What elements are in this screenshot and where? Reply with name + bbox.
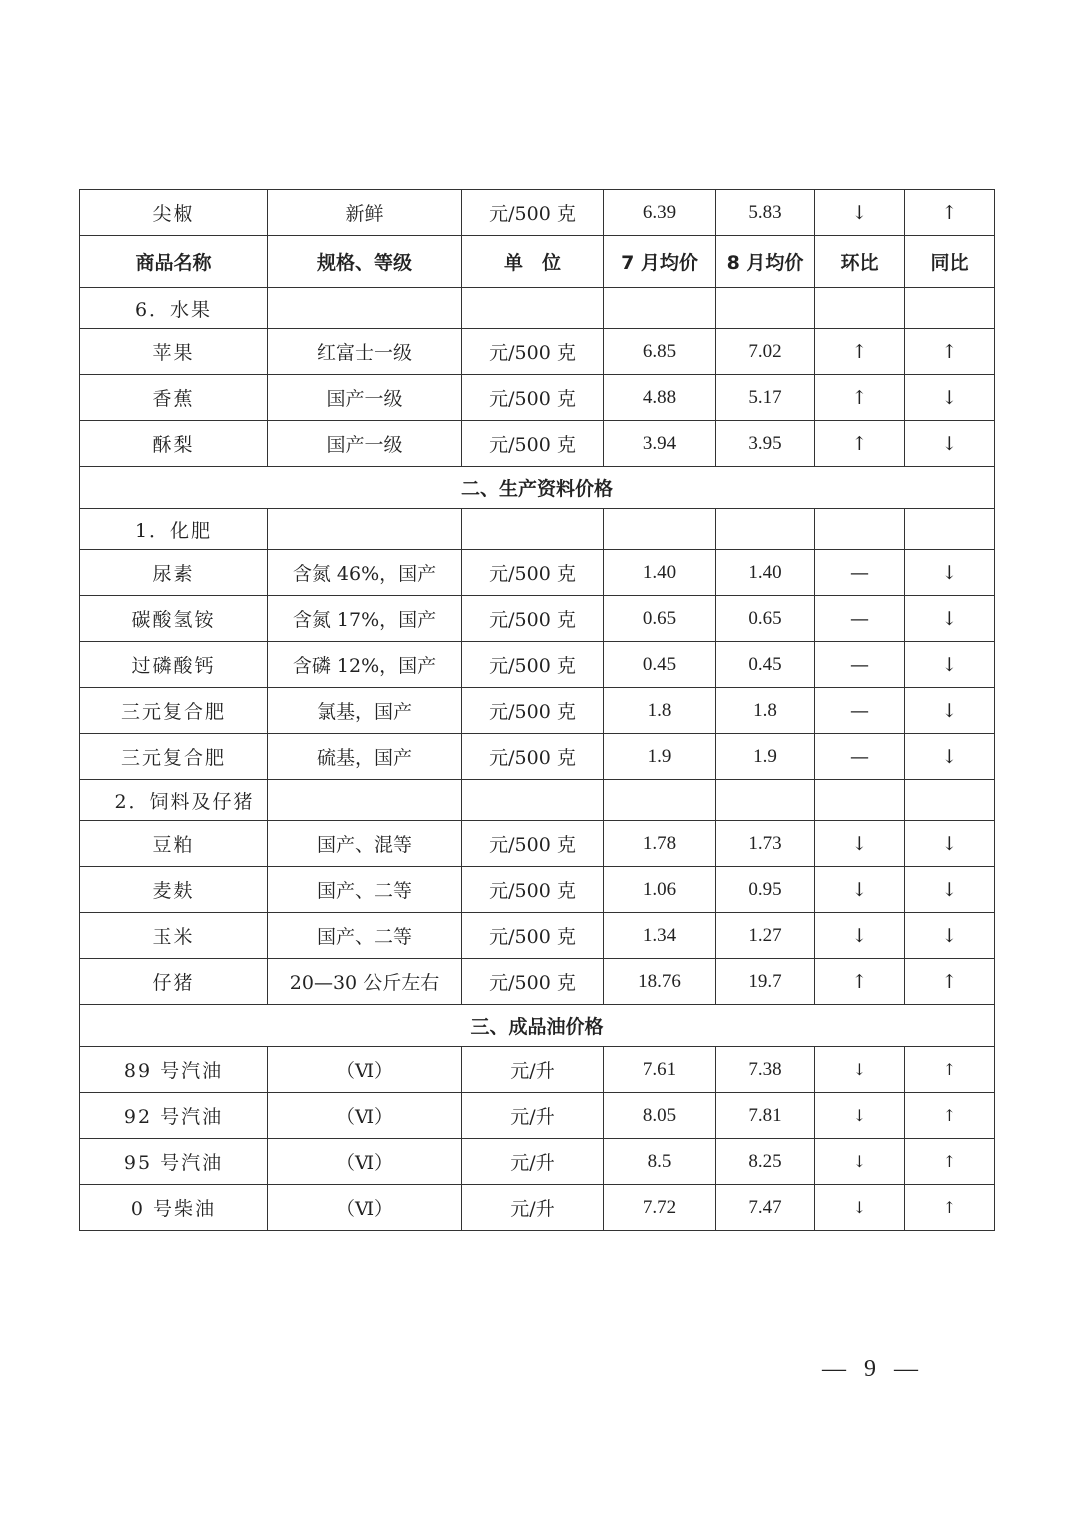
item-name: 92 号汽油 [80,1093,268,1139]
item-spec: 20—30 公斤左右 [268,959,462,1005]
aug-price: 1.73 [716,821,815,867]
aug-price: 3.95 [716,421,815,467]
item-spec: 国产、二等 [268,913,462,959]
item-unit: 元/500 克 [462,821,604,867]
header-aug: 8 月均价 [716,236,815,288]
item-name: 酥梨 [80,421,268,467]
item-unit: 元/500 克 [462,550,604,596]
item-name: 过磷酸钙 [80,642,268,688]
item-unit: 元/升 [462,1047,604,1093]
item-spec: （Ⅵ） [268,1093,462,1139]
aug-price: 5.17 [716,375,815,421]
item-name: 三元复合肥 [80,688,268,734]
july-price: 4.88 [604,375,716,421]
item-spec: 国产一级 [268,375,462,421]
july-price: 8.5 [604,1139,716,1185]
table-row [80,688,995,734]
aug-price: 19.7 [716,959,815,1005]
category-label: 2．饲料及仔猪 [80,780,268,821]
aug-price: 1.40 [716,550,815,596]
item-spec: 红富士一级 [268,329,462,375]
table-header-row [80,236,995,288]
item-spec: 国产一级 [268,421,462,467]
yoy-arrow: ↓ [905,421,995,467]
category-label: 1．化肥 [80,509,268,550]
header-spec: 规格、等级 [268,236,462,288]
item-unit: 元/500 克 [462,688,604,734]
item-spec: （Ⅵ） [268,1139,462,1185]
item-spec: 含氮 17%，国产 [268,596,462,642]
yoy-arrow: ↑ [905,329,995,375]
july-price: 0.45 [604,642,716,688]
yoy-arrow: ↓ [905,550,995,596]
item-unit: 元/500 克 [462,734,604,780]
price-table [79,189,995,1231]
yoy-arrow: ↑ [905,1047,995,1093]
july-price: 6.39 [604,190,716,236]
item-unit: 元/500 克 [462,190,604,236]
item-name: 玉米 [80,913,268,959]
mom-arrow: ↓ [815,1047,905,1093]
july-price: 7.72 [604,1185,716,1231]
item-name: 豆粕 [80,821,268,867]
yoy-arrow: ↑ [905,190,995,236]
table-row [80,1139,995,1185]
aug-price: 0.95 [716,867,815,913]
category-label: 6．水果 [80,288,268,329]
july-price: 1.78 [604,821,716,867]
item-name: 麦麸 [80,867,268,913]
mom-arrow: ↑ [815,421,905,467]
item-name: 尿素 [80,550,268,596]
july-price: 18.76 [604,959,716,1005]
item-spec: 含磷 12%，国产 [268,642,462,688]
aug-price: 7.02 [716,329,815,375]
header-mom: 环比 [815,236,905,288]
aug-price: 1.27 [716,913,815,959]
item-spec: 国产、二等 [268,867,462,913]
item-spec: （Ⅵ） [268,1047,462,1093]
yoy-arrow: ↓ [905,375,995,421]
item-unit: 元/500 克 [462,913,604,959]
section-row [80,467,995,509]
yoy-arrow: ↓ [905,734,995,780]
item-spec: 硫基，国产 [268,734,462,780]
july-price: 8.05 [604,1093,716,1139]
yoy-arrow: ↑ [905,959,995,1005]
section-title: 三、成品油价格 [80,1005,995,1047]
mom-arrow: ↓ [815,1139,905,1185]
table-row [80,596,995,642]
item-spec: 氯基，国产 [268,688,462,734]
mom-arrow: ↓ [815,867,905,913]
item-name: 尖椒 [80,190,268,236]
yoy-arrow: ↓ [905,642,995,688]
table-row [80,959,995,1005]
mom-arrow: ↓ [815,1093,905,1139]
mom-arrow: ↑ [815,375,905,421]
yoy-arrow: ↓ [905,867,995,913]
yoy-arrow: ↓ [905,596,995,642]
item-unit: 元/升 [462,1139,604,1185]
item-name: 0 号柴油 [80,1185,268,1231]
yoy-arrow: ↓ [905,821,995,867]
yoy-arrow: ↓ [905,913,995,959]
item-unit: 元/500 克 [462,329,604,375]
item-unit: 元/500 克 [462,959,604,1005]
aug-price: 7.38 [716,1047,815,1093]
table-row [80,375,995,421]
page-number: — 9 — [822,1356,924,1382]
yoy-arrow: ↓ [905,688,995,734]
item-unit: 元/升 [462,1093,604,1139]
table-row [80,1093,995,1139]
aug-price: 5.83 [716,190,815,236]
yoy-arrow: ↑ [905,1093,995,1139]
item-spec: 国产、混等 [268,821,462,867]
aug-price: 0.45 [716,642,815,688]
july-price: 1.40 [604,550,716,596]
july-price: 1.06 [604,867,716,913]
july-price: 0.65 [604,596,716,642]
aug-price: 1.8 [716,688,815,734]
item-unit: 元/500 克 [462,642,604,688]
aug-price: 8.25 [716,1139,815,1185]
table-row [80,821,995,867]
july-price: 1.34 [604,913,716,959]
item-name: 三元复合肥 [80,734,268,780]
item-name: 香蕉 [80,375,268,421]
section-title: 二、生产资料价格 [80,467,995,509]
aug-price: 0.65 [716,596,815,642]
item-spec: 新鲜 [268,190,462,236]
mom-dash: — [815,596,905,642]
july-price: 3.94 [604,421,716,467]
item-unit: 元/升 [462,1185,604,1231]
item-name: 89 号汽油 [80,1047,268,1093]
category-row [80,780,995,821]
item-unit: 元/500 克 [462,867,604,913]
item-name: 碳酸氢铵 [80,596,268,642]
table-row [80,550,995,596]
mom-arrow: ↓ [815,913,905,959]
july-price: 1.8 [604,688,716,734]
item-name: 仔猪 [80,959,268,1005]
item-unit: 元/500 克 [462,421,604,467]
header-yoy: 同比 [905,236,995,288]
mom-dash: — [815,734,905,780]
aug-price: 7.81 [716,1093,815,1139]
item-name: 95 号汽油 [80,1139,268,1185]
table-row [80,734,995,780]
item-spec: 含氮 46%，国产 [268,550,462,596]
table-row [80,913,995,959]
item-unit: 元/500 克 [462,375,604,421]
mom-dash: — [815,688,905,734]
yoy-arrow: ↑ [905,1139,995,1185]
mom-dash: — [815,642,905,688]
aug-price: 1.9 [716,734,815,780]
item-unit: 元/500 克 [462,596,604,642]
july-price: 1.9 [604,734,716,780]
july-price: 6.85 [604,329,716,375]
aug-price: 7.47 [716,1185,815,1231]
category-row [80,288,995,329]
category-row [80,509,995,550]
table-row [80,329,995,375]
section-row [80,1005,995,1047]
table-row [80,867,995,913]
item-name: 苹果 [80,329,268,375]
table-row [80,1185,995,1231]
item-spec: （Ⅵ） [268,1185,462,1231]
header-july: 7 月均价 [604,236,716,288]
table-row [80,642,995,688]
mom-arrow: ↑ [815,329,905,375]
table-row [80,1047,995,1093]
mom-arrow: ↓ [815,821,905,867]
table-row [80,190,995,236]
header-name: 商品名称 [80,236,268,288]
table-row [80,421,995,467]
mom-arrow: ↓ [815,190,905,236]
july-price: 7.61 [604,1047,716,1093]
mom-arrow: ↓ [815,1185,905,1231]
mom-dash: — [815,550,905,596]
yoy-arrow: ↑ [905,1185,995,1231]
mom-arrow: ↑ [815,959,905,1005]
header-unit: 单 位 [462,236,604,288]
